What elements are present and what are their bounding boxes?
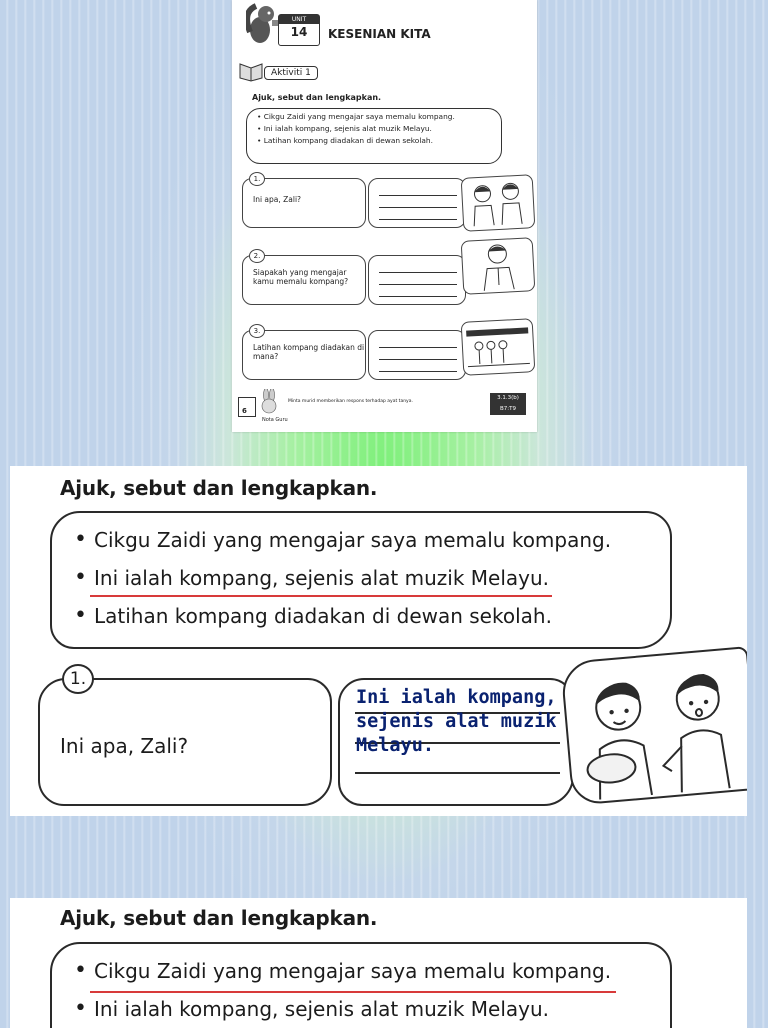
rabbit-mascot-icon [258,389,280,419]
sentence-item: • Ini ialah kompang, sejenis alat muzik Melayu. [74,565,670,591]
question-number: 1. [62,664,94,694]
unit-badge [278,14,320,46]
thumbnail-answer-box [368,178,466,228]
thumbnail-instruction: Ajuk, sebut dan lengkapkan. [252,93,382,102]
thumbnail-question-box [242,252,366,305]
question-number: 1. [249,172,265,186]
book-icon [238,58,264,82]
page-house-icon [238,397,256,417]
thumbnail-footer [232,385,537,432]
sentence-item: • Ini ialah kompang, sejenis alat muzik Melayu. [74,996,670,1022]
illustration-frame [560,646,747,806]
thumbnail-sentence: • Cikgu Zaidi yang mengajar saya memalu kompang. [257,112,455,121]
teacher-note-label: Nota Guru [262,417,288,423]
thumbnail-sentence: • Ini ialah kompang, sejenis alat muzik Melayu. [257,124,432,133]
sentence-item: • Latihan kompang diadakan di dewan sekolah. [74,603,670,629]
question-text: Ini apa, Zali? [60,734,189,758]
thumbnail-answer-box [368,255,466,305]
question-text: Latihan kompang diadakan di mana? [253,343,365,361]
two-boys-illustration-icon [562,648,747,804]
thumbnail-sentence-box [246,108,502,164]
two-boys-illustration-icon [461,174,536,232]
sentence-item: • Cikgu Zaidi yang mengajar saya memalu kompang. [74,958,670,984]
sentence-item: • Cikgu Zaidi yang mengajar saya memalu kompang. [74,527,670,553]
question-number: 2. [249,249,265,263]
question-number: 3. [249,324,265,338]
zoomed-excerpt-panel [10,466,747,816]
instruction-heading: Ajuk, sebut dan lengkapkan. [60,476,378,500]
worksheet-page-thumbnail [232,0,537,432]
zoomed-excerpt-panel [10,898,747,1028]
squirrel-mascot-icon [246,2,282,46]
sentence-box [50,511,672,649]
teacher-footer-note: Minta murid memberikan respons terhadap ayat tanya. [288,399,413,404]
red-underline [90,595,552,597]
teacher-illustration-icon [461,237,536,295]
unit-number: 14 [290,25,308,39]
page-number: 6 [242,407,247,415]
thumbnail-question-box [242,327,366,380]
instruction-heading: Ajuk, sebut dan lengkapkan. [60,906,378,930]
red-underline [90,991,616,993]
kompang-practice-illustration-icon [461,318,536,376]
activity-label: Aktiviti 1 [264,66,318,80]
question-text: Siapakah yang mengajar kamu memalu kompang? [253,268,349,286]
unit-title: KESENIAN KITA [328,27,431,41]
handwritten-answer: Ini ialah kompang, sejenis alat muzik Melayu. [356,687,557,756]
answer-line [355,772,560,774]
sentence-box [50,942,672,1028]
unit-label: UNIT [279,15,319,24]
thumbnail-question-box [242,175,366,228]
question-text: Ini apa, Zali? [253,195,302,204]
curriculum-code: 3.1.3(b) B7:T9 [490,393,526,415]
thumbnail-sentence: • Latihan kompang diadakan di dewan sekolah. [257,136,433,145]
thumbnail-answer-box [368,330,466,380]
